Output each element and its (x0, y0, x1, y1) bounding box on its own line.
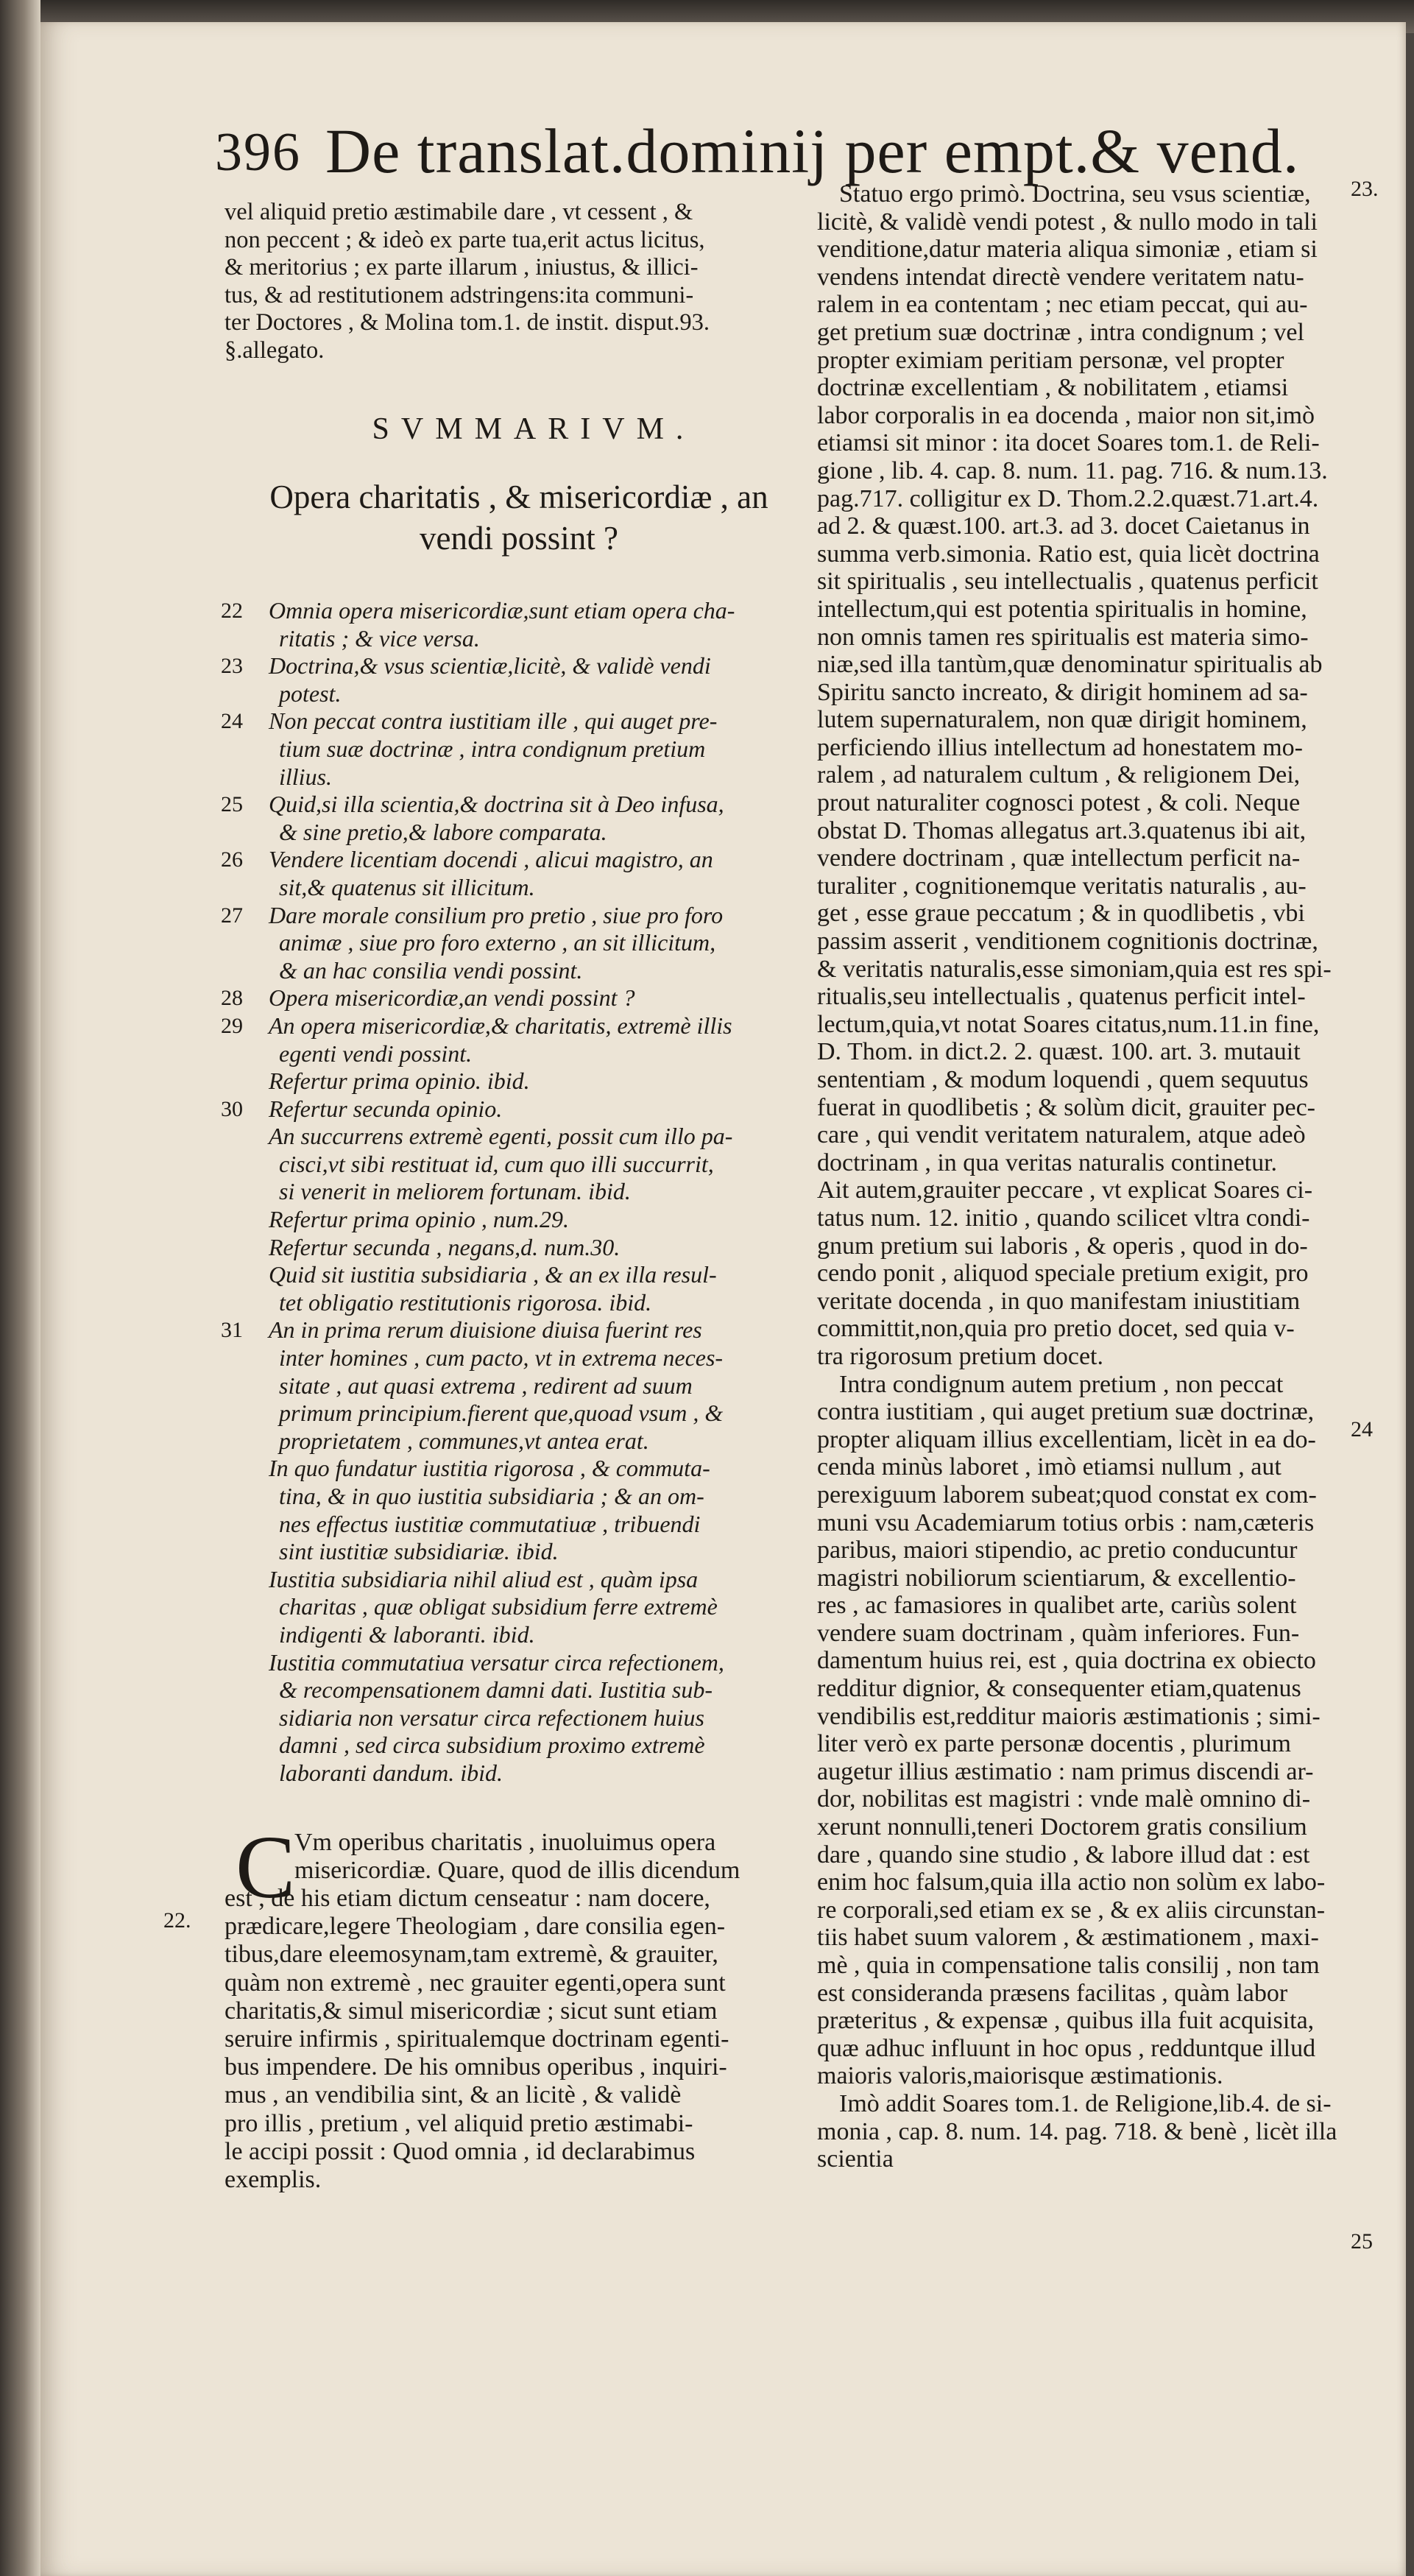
summary-item-line: inter homines , cum pacto, vt in extrema neces- (279, 1344, 724, 1372)
text-line: Statuo ergo primò. Doctrina, seu vsus scientiæ, (839, 180, 1311, 208)
summary-item-line: Refertur prima opinio. ibid. (269, 1068, 530, 1095)
summary-item-line: damni , sed circa subsidium proximo extremè (279, 1732, 705, 1759)
text-line: enim hoc falsum,quia illa actio non solùm ex labo- (817, 1869, 1326, 1896)
text-line: est consideranda præsens facilitas , quàm labor (817, 1979, 1288, 2007)
text-line: gnum pretium sui laboris , & operis , quod in do- (817, 1232, 1308, 1260)
marginal-number-25: 25 (1351, 2229, 1373, 2254)
summary-item-number: 31 (221, 1318, 243, 1343)
summary-item (221, 597, 813, 652)
text-line: contra iustitiam , qui auget pretium suæ doctrinæ, (817, 1398, 1315, 1426)
text-line: pag.717. colligitur ex D. Thom.2.2.quæst.71.art.4. (817, 484, 1319, 512)
text-line: care , qui vendit veritatem naturalem, atque adeò (817, 1121, 1306, 1149)
summary-item-number: 30 (221, 1096, 243, 1121)
text-line: cendo ponit , aliquod speciale pretium exigit, pro (817, 1260, 1309, 1288)
summary-item-line: animæ , siue pro foro externo , an sit illicitum, (279, 929, 716, 956)
summary-item-number: 27 (221, 903, 243, 928)
page-number: 396 (215, 122, 301, 183)
text-line: etiamsi sit minor : ita docet Soares tom.1. de Reli- (817, 429, 1320, 457)
text-line: mus , an vendibilia sint, & an licitè , & validè (225, 2081, 682, 2109)
summary-item-line: Refertur secunda opinio. (269, 1095, 503, 1122)
text-line: sententiam , & modum loquendi , quem sequutus (817, 1066, 1309, 1093)
question-title (225, 476, 813, 559)
text-line: le accipi possit : Quod omnia , id declarabimus (225, 2137, 696, 2165)
text-line: intellectum,qui est potentia spiritualis in homine, (817, 595, 1307, 623)
text-line: Intra condignum autem pretium , non peccat (839, 1370, 1284, 1398)
summary-item-line: Refertur prima opinio , num.29. (269, 1206, 569, 1233)
summary-item-line: tina, & in quo iustitia subsidiaria ; & an om- (279, 1483, 704, 1509)
text-line: §.allegato. (225, 336, 325, 364)
summary-item (225, 1455, 813, 1565)
text-line: get pretium suæ doctrinæ , intra condignum ; vel (817, 318, 1304, 346)
right-column (817, 180, 1347, 2173)
summary-item (221, 1095, 813, 1123)
text-line: lutem supernaturalem, non quæ dirigit hominem, (817, 706, 1307, 734)
text-line: misericordiæ. Quare, quod de illis dicendum (294, 1856, 740, 1884)
summarium-heading: SVMMARIVM. (372, 412, 696, 446)
summary-item-line: sidiaria non versatur circa refectionem huius (279, 1704, 704, 1731)
summary-item-line: & an hac consilia vendi possint. (279, 956, 583, 984)
summary-item-line: An in prima rerum diuisione diuisa fuerint res (269, 1316, 702, 1344)
summary-item-line: Doctrina,& vsus scientiæ,licitè, & validè vendi (269, 652, 711, 680)
text-line: perexiguum laborem subeat;quod constat ex com- (817, 1481, 1317, 1508)
text-line: turaliter , cognitionemque veritatis naturalis , au- (817, 872, 1307, 900)
text-line: exemplis. (225, 2165, 322, 2193)
summary-item-line: Opera misericordiæ,an vendi possint ? (269, 984, 635, 1012)
text-line: vendibilis est,redditur maioris æstimationis ; simi- (817, 1702, 1321, 1730)
text-line: augetur illius æstimatio : nam primus discendi ar- (817, 1757, 1314, 1785)
summary-item-line: sitate , aut quasi extrema , redirent ad suum (279, 1372, 693, 1399)
summary-item-line: & recompensationem damni dati. Iustitia sub- (279, 1676, 713, 1704)
summary-item-line: nes effectus iustitiæ commutatiuæ , tribuendi (279, 1510, 701, 1537)
text-line: prædicare,legere Theologiam , dare consilia egen- (225, 1913, 726, 1941)
summary-item-line: Quid,si illa scientia,& doctrina sit à Deo infusa, (269, 791, 724, 818)
summary-item-line: potest. (279, 680, 342, 707)
text-line: res , ac famasiores in qualibet arte, cariùs solent (817, 1592, 1297, 1620)
summary-item (225, 1123, 813, 1206)
summary-item (225, 1649, 813, 1788)
marginal-number-22: 22. (163, 1908, 191, 1933)
text-line: dare , quando sine studio , & labore illud dat : est (817, 1841, 1310, 1869)
summary-item-number: 26 (221, 847, 243, 872)
text-line: tiis habet suum valorem , & æstimationem , maxi- (817, 1924, 1319, 1952)
text-line: maioris valoris,maiorisque æstimationis. (817, 2062, 1223, 2090)
summary-item-line: An opera misericordiæ,& charitatis, extremè illis (269, 1012, 732, 1039)
text-line: seruire infirmis , spiritualemque doctrinam egenti- (225, 2025, 729, 2053)
summary-item (225, 1068, 813, 1095)
summary-item-line: sint iustitiæ subsidiariæ. ibid. (279, 1538, 559, 1565)
text-line: tus, & ad restitutionem adstringens:ita communi- (225, 281, 694, 308)
text-line: non peccent ; & ideò ex parte tua,erit actus licitus, (225, 226, 705, 253)
summary-item-line: In quo fundatur iustitia rigorosa , & commuta- (269, 1455, 710, 1482)
text-line: ritualis,seu intellectualis , quatenus perficit intel- (817, 983, 1306, 1011)
summary-item (221, 791, 813, 846)
text-line: cenda minùs laboret , imò etiamsi nullum , aut (817, 1453, 1282, 1481)
summary-item (221, 901, 813, 985)
text-line: D. Thom. in dict.2. 2. quæst. 100. art. 3. mutauit (817, 1038, 1301, 1066)
text-line: tatus num. 12. initio , quando scilicet vltra condi- (817, 1204, 1310, 1232)
text-line: monia , cap. 8. num. 14. pag. 718. & benè , licèt illa (817, 2117, 1337, 2145)
summary-item-line: proprietatem , communes,vt antea erat. (279, 1427, 649, 1454)
summary-item-line: illius. (279, 763, 333, 790)
text-line: tra rigorosum pretium docet. (817, 1342, 1104, 1370)
text-line: vel aliquid pretio æstimabile dare , vt cessent , & (225, 199, 693, 225)
text-line: obstat D. Thomas allegatus art.3.quatenus ibi ait, (817, 816, 1307, 844)
summary-item-line: & sine pretio,& labore comparata. (279, 818, 607, 845)
text-line: passim asserit , venditionem cognitionis doctrinæ, (817, 928, 1318, 956)
text-line: damentum huius rei, est , quia doctrina ex obiecto (817, 1647, 1316, 1675)
text-line: xerunt nonnulli,teneri Doctorem gratis consilium (817, 1813, 1307, 1841)
text-line: vendere doctrinam , quæ intellectum perficit na- (817, 844, 1301, 872)
summary-item-line: Non peccat contra iustitiam ille , qui auget pre- (269, 707, 718, 735)
text-line: doctrinæ excellentiam , & nobilitatem , etiamsi (817, 374, 1289, 402)
summary-item (221, 846, 813, 901)
text-line: committit,non,quia pro pretio docet, sed quia v- (817, 1315, 1295, 1343)
marginal-number-23: 23. (1351, 177, 1379, 201)
text-line: charitatis,& simul misericordiæ ; sicut sunt etiam (225, 1997, 718, 2025)
text-line: magistri nobiliorum scientiarum, & excellentio- (817, 1564, 1296, 1592)
text-line: dor, nobilitas est magistri : vnde malè omnino di- (817, 1785, 1311, 1813)
summary-item-number: 24 (221, 709, 243, 734)
summary-item-line: tet obligatio restitutionis rigorosa. ibid. (279, 1288, 652, 1316)
title-line: vendi possint ? (420, 520, 618, 557)
text-line: labor corporalis in ea docenda , maior non sit,imò (817, 401, 1315, 429)
text-line: niæ,sed illa tantùm,quæ denominatur spiritualis ab (817, 651, 1323, 679)
summary-item-line: cisci,vt sibi restituat id, cum quo illi succurrit, (279, 1150, 714, 1177)
summary-item-line: tium suæ doctrinæ , intra condignum pretium (279, 735, 706, 762)
text-line: bus impendere. De his omnibus operibus , inquiri- (225, 2053, 727, 2081)
summary-item-line: Quid sit iustitia subsidiaria , & an ex illa resul- (269, 1261, 717, 1288)
summary-item-line: charitas , quæ obligat subsidium ferre extremè (279, 1593, 718, 1620)
summary-item-line: An succurrens extremè egenti, possit cum illo pa- (269, 1123, 733, 1150)
summary-item-line: Iustitia subsidiaria nihil aliud est , quàm ipsa (269, 1565, 699, 1592)
text-line: præteritus , & expensæ , quibus illa fuit acquisita, (817, 2007, 1315, 2035)
summary-item (221, 652, 813, 707)
text-line: fuerat in quodlibetis ; & solùm dicit, grauiter pec- (817, 1093, 1315, 1121)
text-line: Spiritu sancto increato, & dirigit hominem ad sa- (817, 678, 1308, 706)
text-line: prout naturaliter cognosci potest , & coli. Neque (817, 789, 1301, 817)
book-gutter (0, 0, 40, 2576)
text-line: mè , quia in compensatione talis consilij , non tam (817, 1952, 1320, 1979)
summary-item-number: 23 (221, 654, 243, 679)
text-line: & veritatis naturalis,esse simoniam,quia est res spi- (817, 955, 1332, 983)
left-column (221, 199, 813, 2194)
summary-item-number: 28 (221, 986, 243, 1011)
text-line: summa verb.simonia. Ratio est, quia licèt doctrina (817, 540, 1320, 568)
text-line: ad 2. & quæst.100. art.3. ad 3. docet Caietanus in (817, 512, 1310, 540)
summary-item-line: primum principium.fierent que,quoad vsum , & (279, 1400, 724, 1427)
text-line: perficiendo illius intellectum ad honestatem mo- (817, 733, 1303, 761)
text-line: redditur dignior, & consequenter etiam,quatenus (817, 1675, 1301, 1703)
intro-paragraph (225, 199, 813, 364)
summary-item-line: si venerit in meliorem fortunam. ibid. (279, 1178, 631, 1205)
summary-item (221, 1316, 813, 1455)
text-line: venditione,datur materia aliqua simoniæ , etiam si (817, 236, 1318, 264)
text-line: muni vsu Academiarum totius orbis : nam,cæteris (817, 1508, 1315, 1536)
text-line: gione , lib. 4. cap. 8. num. 11. pag. 716. & num.13. (817, 456, 1328, 484)
text-line: Vm operibus charitatis , inuoluimus opera (294, 1828, 716, 1856)
summary-item-line: ritatis ; & vice versa. (279, 624, 480, 652)
text-line: lectum,quia,vt notat Soares citatus,num.11.in fine, (817, 1010, 1320, 1038)
summary-item-line: Dare morale consilium pro pretio , siue pro foro (269, 901, 724, 928)
summary-item-number: 22 (221, 599, 243, 623)
summary-item-line: indigenti & laboranti. ibid. (279, 1620, 535, 1648)
summary-item-line: Refertur secunda , negans,d. num.30. (269, 1233, 621, 1260)
text-line: Imò addit Soares tom.1. de Religione,lib.4. de si- (839, 2089, 1332, 2117)
main-paragraph (225, 1817, 813, 2195)
text-line: re corporali,sed etiam ex se , & ex aliis circunstan- (817, 1896, 1326, 1924)
summary-item-line: Omnia opera misericordiæ,sunt etiam opera cha- (269, 597, 735, 624)
text-line: ralem in ea contentam ; nec etiam peccat, qui au- (817, 291, 1308, 319)
text-line: vendere suam doctrinam , quàm inferiores. Fun- (817, 1619, 1300, 1647)
summary-item-number: 25 (221, 792, 243, 817)
text-line: licitè, & validè vendi potest , & nullo modo in tali (817, 208, 1318, 236)
text-line: sit spiritualis , seu intellectualis , quatenus perficit (817, 568, 1318, 596)
summary-item-line: laboranti dandum. ibid. (279, 1759, 503, 1786)
summary-item (225, 1261, 813, 1316)
summary-item-line: sit,& quatenus sit illicitum. (279, 873, 535, 900)
text-line: scientia (817, 2145, 894, 2173)
summary-item-line: egenti vendi possint. (279, 1040, 473, 1067)
text-line: tibus,dare eleemosynam,tam extremè, & grauiter, (225, 1941, 718, 1969)
text-line: pro illis , pretium , vel aliquid pretio æstimabi- (225, 2109, 693, 2137)
text-line: vendens intendat directè vendere veritatem natu- (817, 263, 1304, 291)
text-line: quæ adhuc influunt in hoc opus , redduntque illud (817, 2034, 1316, 2062)
text-line: doctrinam , in qua veritas naturalis continetur. (817, 1148, 1278, 1176)
text-line: quàm non extremè , nec grauiter egenti,opera sunt (225, 1969, 726, 1997)
text-line: paribus, maiori stipendio, ac pretio conducuntur (817, 1536, 1298, 1564)
summary-item (225, 1566, 813, 1649)
text-line: propter eximiam peritiam personæ, vel propter (817, 346, 1284, 374)
summary-item (221, 707, 813, 791)
summary-item (221, 1012, 813, 1068)
summary-item (225, 1206, 813, 1234)
text-line: est , de his etiam dictum censeatur : nam docere, (225, 1884, 710, 1912)
marginal-number-24: 24 (1351, 1417, 1373, 1441)
title-line: Opera charitatis , & misericordiæ , an (269, 479, 768, 515)
summary-item-line: Iustitia commutatiua versatur circa refectionem, (269, 1648, 724, 1676)
text-line: propter aliquam illius excellentiam, licèt in ea do- (817, 1425, 1316, 1453)
summary-list (221, 597, 813, 1788)
text-line: & meritorius ; ex parte illarum , iniustus, & illici- (225, 254, 699, 280)
text-line: veritate docenda , in quo manifestam iniustitiam (817, 1287, 1301, 1315)
text-line: Ait autem,grauiter peccare , vt explicat Soares ci- (817, 1176, 1313, 1204)
drop-cap: C (236, 1817, 296, 1917)
text-line: ter Doctores , & Molina tom.1. de instit. disput.93. (225, 309, 710, 336)
running-title: De translat.dominij per empt.& vend. (325, 116, 1300, 186)
text-line: ralem , ad naturalem cultum , & religionem Dei, (817, 761, 1301, 789)
summary-item-number: 29 (221, 1013, 243, 1038)
text-line: get , esse graue peccatum ; & in quodlibetis , vbi (817, 900, 1305, 928)
summary-item (221, 984, 813, 1012)
text-line: non omnis tamen res spiritualis est materia simo- (817, 623, 1309, 651)
summary-item-line: Vendere licentiam docendi , alicui magistro, an (269, 846, 713, 873)
summary-item (225, 1234, 813, 1262)
text-line: liter verò ex parte personæ docentis , plurimum (817, 1730, 1291, 1758)
